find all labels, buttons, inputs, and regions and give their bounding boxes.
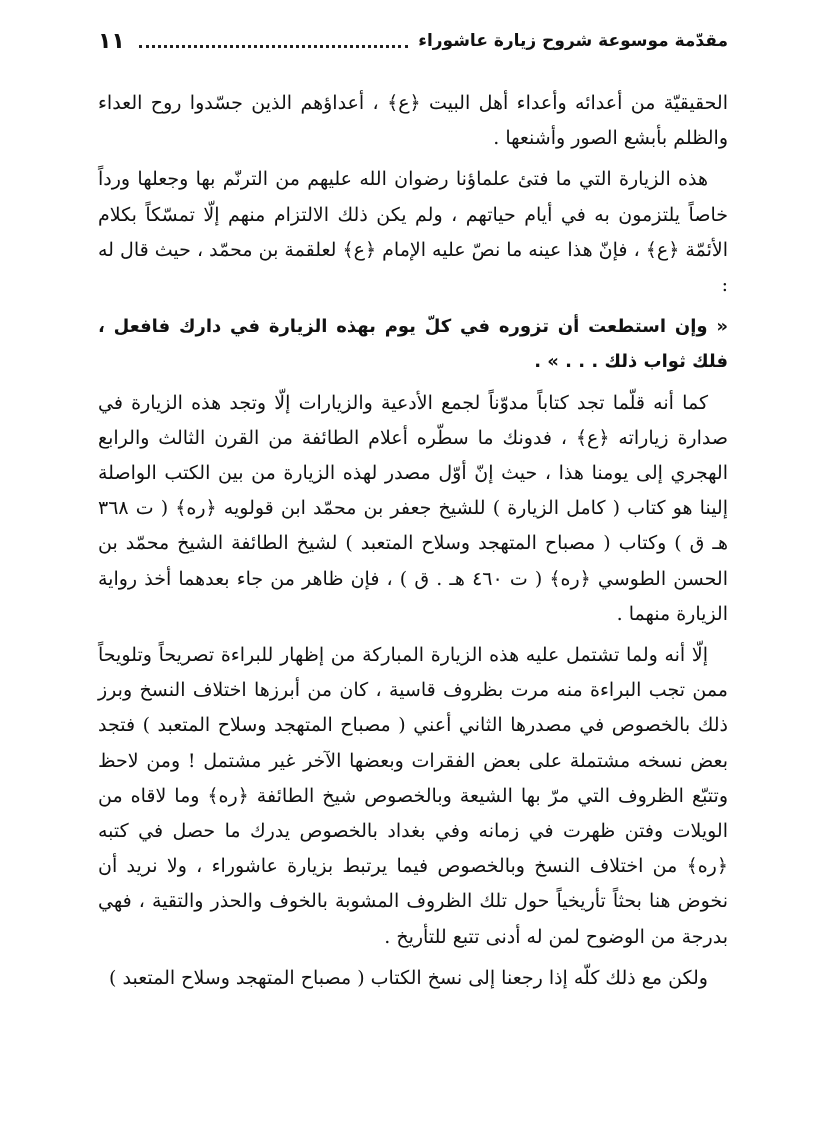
body-text <box>98 86 728 1002</box>
paragraph-imam-quote: « وإن استطعت أن تزوره في كلّ يوم بهذه الزيارة في دارك فافعل ، فلك ثواب ذلك . . . » . <box>98 316 728 373</box>
paragraph-closing: ولكن مع ذلك كلّه إذا رجعنا إلى نسخ الكتاب ( مصباح المتهجد وسلاح المتعبد ) <box>109 966 708 989</box>
page-number: ١١ <box>98 28 125 54</box>
paragraph-continuation: الحقيقيّة من أعدائه وأعداء أهل البيت ﴿ع﴾ ، أعداؤهم الذين جسّدوا روح العداء والظلم بأبشع الصور وأشنعها . <box>98 92 728 150</box>
paragraph-ziyara-practice: هذه الزيارة التي ما فتئ علماؤنا رضوان الله عليهم من الترنّم بها وجعلها ورداً خاصاً يلتزمون به في أيام حياتهم ، ولم يكن ذلك الالتزام منهم إلّا تمسّكاً بكلام الأئمّة ﴿ع﴾ ، فإنّ هذا عينه ما نصّ عليه الإمام ﴿ع﴾ لعلقمة بن محمّد ، حيث قال له : <box>98 168 728 297</box>
running-header-title: مقدّمة موسوعة شروح زيارة عاشوراء <box>418 31 728 51</box>
book-page <box>98 0 728 1136</box>
running-header <box>98 26 728 56</box>
dot-leader <box>139 31 408 48</box>
paragraph-manuscript-variants: إلّا أنه ولما تشتمل عليه هذه الزيارة المباركة من إظهار للبراءة تصريحاً وتلويحاً ممن تجب البراءة منه مرت بظروف قاسية ، كان من أبرزها اختلاف النسخ وبرز ذلك بالخصوص في مصدرها الثاني أعني ( مصباح المتهجد وسلاح المتعبد ) فتجد بعض نسخه مشتملة على بعض الفقرات وبعضها الآخر غير مشتمل ! ومن لاحظ وتتبّع الظروف التي مرّ بها الشيعة وبالخصوص شيخ الطائفة ﴿ره﴾ وما لاقاه من الويلات وفتن ظهرت في زمانه وفي بغداد بالخصوص يدرك ما حصل في كتبه ﴿ره﴾ من اختلاف النسخ وبالخصوص فيما يرتبط بزيارة عاشوراء ، ولا نريد أن نخوض هنا بحثاً تأريخياً حول تلك الظروف المشوبة بالخوف والحذر والتقية ، فهي بدرجة من الوضوح لمن له أدنى تتبع للتأريخ . <box>98 644 728 948</box>
paragraph-sources: كما أنه قلّما تجد كتاباً مدوّناً لجمع الأدعية والزيارات إلّا وتجد هذه الزيارة في صدارة زياراته ﴿ع﴾ ، فدونك ما سطّره أعلام الطائفة من القرن الثالث والرابع الهجري إلى يومنا هذا ، حيث إنّ أوّل مصدر لهذه الزيارة من بين الكتب الواصلة إلينا هو كتاب ( كامل الزيارة ) للشيخ جعفر بن محمّد ابن قولويه ﴿ره﴾ ( ت ٣٦٨ هـ ق ) وكتاب ( مصباح المتهجد وسلاح المتعبد ) لشيخ الطائفة الشيخ محمّد بن الحسن الطوسي ﴿ره﴾ ( ت ٤٦٠ هـ . ق ) ، فإن ظاهر من جاء بعدهما أخذ رواية الزيارة منهما . <box>98 391 728 625</box>
